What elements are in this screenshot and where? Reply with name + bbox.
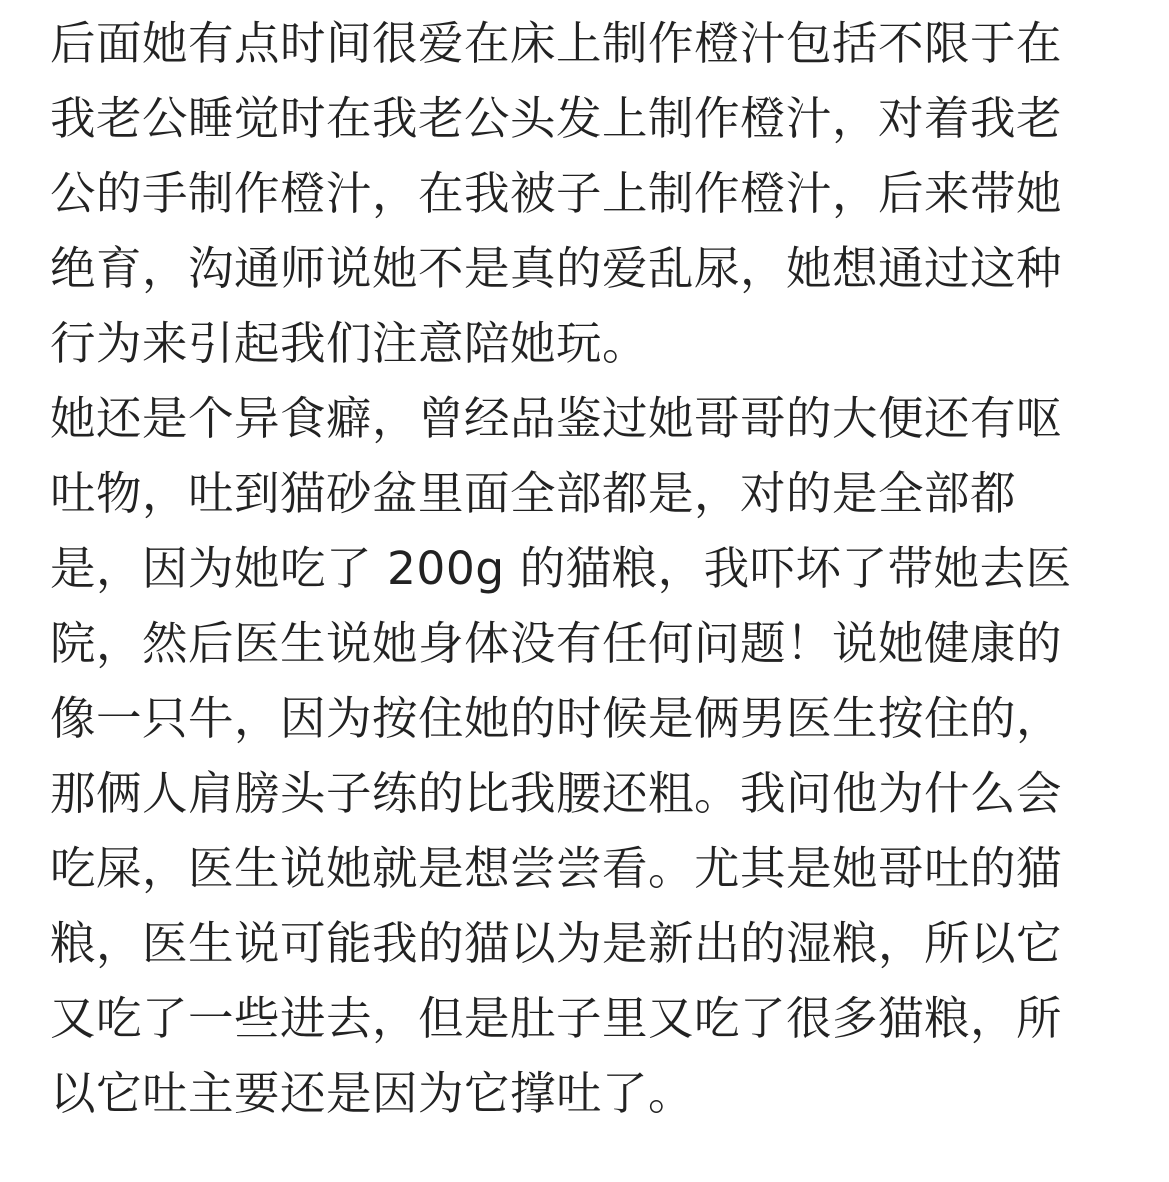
text-line: 后面她有点时间很爱在床上制作橙汁包括不限于在 bbox=[50, 17, 1063, 70]
text-line: 她还是个异食癖，曾经品鉴过她哥哥的大便还有呕 bbox=[50, 392, 1063, 445]
text-line: 像一只牛，因为按住她的时候是俩男医生按住的， bbox=[50, 692, 1063, 745]
text-line: 以它吐主要还是因为它撑吐了。 bbox=[50, 1067, 695, 1120]
text-line: 院，然后医生说她身体没有任何问题！说她健康的 bbox=[50, 617, 1063, 670]
text-line: 绝育，沟通师说她不是真的爱乱尿，她想通过这种 bbox=[50, 242, 1063, 295]
text-line: 行为来引起我们注意陪她玩。 bbox=[50, 317, 649, 370]
text-line: 吃屎，医生说她就是想尝尝看。尤其是她哥吐的猫 bbox=[50, 842, 1063, 895]
text-line: 吐物，吐到猫砂盆里面全部都是，对的是全部都 bbox=[50, 467, 1017, 520]
text-line: 公的手制作橙汁，在我被子上制作橙汁，后来带她 bbox=[50, 167, 1063, 220]
text-line: 是，因为她吃了 200g 的猫粮，我吓坏了带她去医 bbox=[50, 542, 1072, 595]
text-line: 那俩人肩膀头子练的比我腰还粗。我问他为什么会 bbox=[50, 767, 1063, 820]
text-line: 我老公睡觉时在我老公头发上制作橙汁，对着我老 bbox=[50, 92, 1063, 145]
text-line: 又吃了一些进去，但是肚子里又吃了很多猫粮，所 bbox=[50, 992, 1063, 1045]
text-line: 粮，医生说可能我的猫以为是新出的湿粮，所以它 bbox=[50, 917, 1063, 970]
post-body-text bbox=[50, 6, 1130, 1131]
